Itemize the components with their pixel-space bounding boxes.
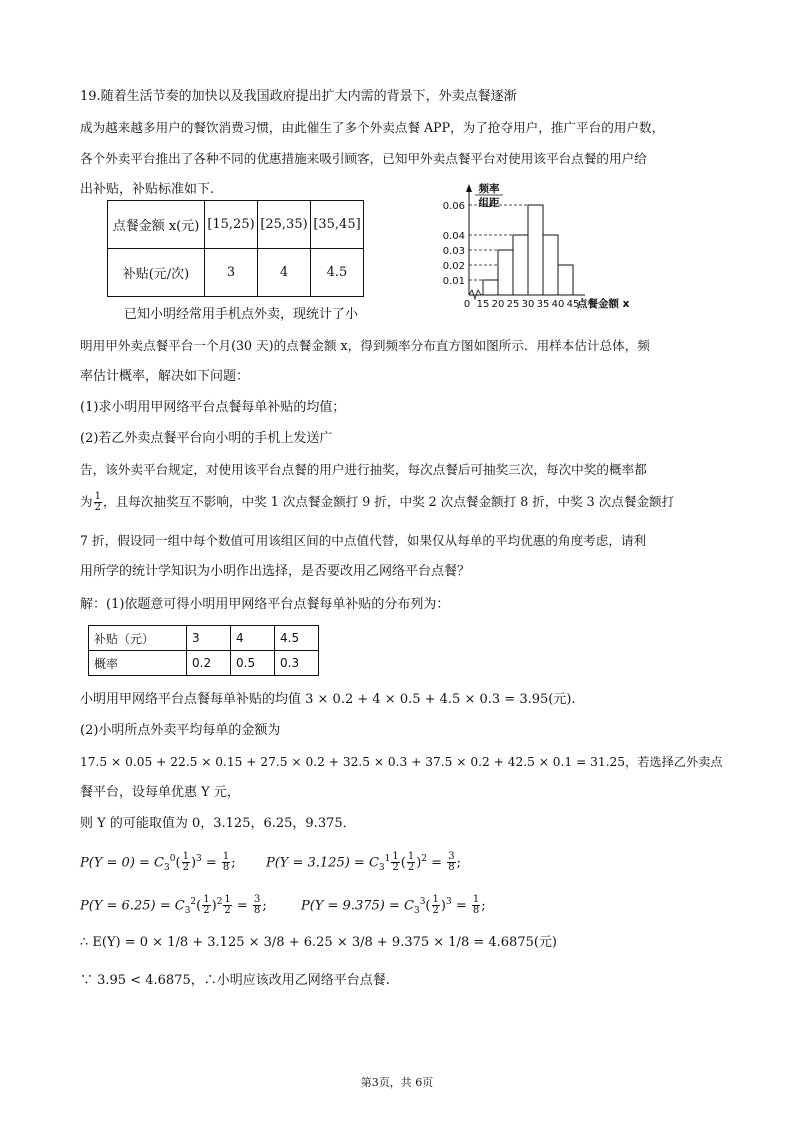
subsidy-row-label: 补贴(元/次) [108,249,205,297]
subsidy-range: [35,45] [311,201,364,249]
y-tick-label: 0.06 [442,201,465,212]
y-tick-label: 0.04 [442,231,465,242]
dist-cell: 0.5 [231,651,275,676]
subsidy-range: [25,35) [258,201,311,249]
subsidy-value: 4.5 [311,249,364,297]
x-tick-label: 35 [536,299,550,310]
distribution-table [88,625,319,676]
problem-line-6: 明用甲外卖点餐平台一个月(30 天)的点餐金额 x，得到频率分布直方图如图所示．用样本估计总体，频 [80,338,650,353]
part2-title: (2)小明所点外卖平均每单的金额为 [80,723,281,738]
frequency-histogram [425,180,665,315]
problem-line-2: 成为越来越多用户的餐饮消费习惯，由此催生了多个外卖点餐 APP，为了抢夺用户，推广平台的用户数， [80,120,665,135]
conclusion-line: ∵ 3.95 < 4.6875，∴小明应该改用乙网络平台点餐. [80,973,390,988]
question-2-line-1: (2)若乙外卖点餐平台向小明的手机上发送广 [80,431,333,446]
expectation-line: ∴ E(Y) = 0 × 1/8 + 3.125 × 3/8 + 6.25 × 3/8 + 9.375 × 1/8 = 4.6875(元) [80,935,558,950]
histogram-bar [483,280,498,295]
x-tick-label: 0 [463,299,471,310]
prob-y3125: P(Y = 3.125) = C [265,855,379,871]
x-tick-label: 20 [491,299,505,310]
question-2-line-4: 7 折，假设同一组中每个数值可用该组区间的中点值代替，如果仅从每单的平均优惠的角度考虑，请利 [80,533,647,548]
subsidy-value: 4 [258,249,311,297]
dist-cell: 3 [187,626,231,651]
part2-calc: 17.5 × 0.05 + 22.5 × 0.15 + 27.5 × 0.2 + 32.5 × 0.3 + 37.5 × 0.2 + 42.5 × 0.1 = 31.25，若选择乙外卖点 [80,755,723,769]
histogram-bar [513,235,528,295]
x-axis-label: 点餐金额 x [577,298,630,310]
histogram-bar [558,265,573,295]
prob-line-1: $P(Y = 0) = C_3^0$( $\frac{1}{2}$ )$^3$ = $\frac{1}{8}$ ; $P(Y = 3.125) = C_3^1$ $\frac{1}{2}$ ( $\frac{1}{2}$ )$^2$ = $\frac{3}{8}$ ; [80,851,461,874]
prob-y625: P(Y = 6.25) = C [80,898,185,914]
mean-line: 小明用甲网络平台点餐每单补贴的均值 3 × 0.2 + 4 × 0.5 + 4.5 × 0.3 = 3.95(元). [80,692,576,707]
dist-cell: 4 [231,626,275,651]
problem-line-3: 各个外卖平台推出了各种不同的优惠措施来吸引顾客，已知甲外卖点餐平台对使用该平台点餐的用户给 [80,151,647,166]
x-tick-label: 40 [551,299,565,310]
dist-cell: 0.2 [187,651,231,676]
y-axis-label-numerator: 频率 [478,183,500,195]
y-tick-label: 0.01 [442,276,465,287]
dist-row-label: 概率 [89,651,187,676]
question-2-line-2: 告，该外卖平台规定，对使用该平台点餐的用户进行抽奖，每次点餐后可抽奖三次，每次中奖的概率都 [80,462,647,477]
page-footer: 第3页，共 6页 [360,1076,434,1089]
y-tick-label: 0.02 [442,261,465,272]
part2-cont: 餐平台，设每单优惠 Y 元， [80,785,240,800]
histogram-bar [528,205,543,295]
x-tick-label: 25 [506,299,520,310]
subsidy-header: 点餐金额 x(元) [108,201,205,249]
problem-line-1: 19.随着生活节奏的加快以及我国政府提出扩大内需的背景下，外卖点餐逐渐 [80,89,517,104]
values-line: 则 Y 的可能取值为 0，3.125，6.25，9.375． [80,816,356,831]
dist-row-label: 补贴（元） [89,626,187,651]
q2-prefix: 为 [80,494,93,509]
prob-line-2: $P(Y = 6.25) = C_3^2$( $\frac{1}{2}$ )$^2$ $\frac{1}{2}$ = $\frac{3}{8}$ ; $P(Y = 9.375) = C_3^3$( $\frac{1}{2}$ )$^3$ = $\frac{1}{8}$ ; [80,894,486,917]
x-tick-label: 45 [566,299,580,310]
q2-suffix: ，且每次抽奖互不影响，中奖 1 次点餐金额打 9 折，中奖 2 次点餐金额打 8 折，中奖 3 次点餐金额打 [102,494,675,509]
solution-intro: 解：(1)依题意可得小明用甲网络平台点餐每单补贴的分布列为： [80,597,450,612]
question-1: (1)求小明用甲网络平台点餐每单补贴的均值； [80,400,346,415]
x-tick-label: 15 [476,299,490,310]
subsidy-range: [15,25) [205,201,258,249]
question-2-line-3 [80,492,674,513]
subsidy-table [107,200,364,297]
prob-y9375: P(Y = 9.375) = C [301,898,414,914]
problem-line-7: 率估计概率，解决如下问题： [80,369,250,384]
problem-line-4: 出补贴，补贴标准如下. [80,182,215,197]
dist-cell: 4.5 [275,626,319,651]
y-tick-label: 0.03 [442,246,465,257]
y-axis-arrow [466,184,472,192]
problem-line-5: 已知小明经常用手机点外卖，现统计了小 [124,307,359,322]
subsidy-value: 3 [205,249,258,297]
x-tick-label: 30 [521,299,535,310]
histogram-bar [543,235,558,295]
dist-cell: 0.3 [275,651,319,676]
prob-y0: P(Y = 0) = C [80,855,165,871]
fraction-one-half: $\frac{1}{2}$ [94,491,101,513]
question-2-line-5: 用所学的统计学知识为小明作出选择，是否要改用乙网络平台点餐？ [80,564,471,579]
histogram-bar [498,250,513,295]
y-axis-label-denominator: 组距 [478,197,500,209]
